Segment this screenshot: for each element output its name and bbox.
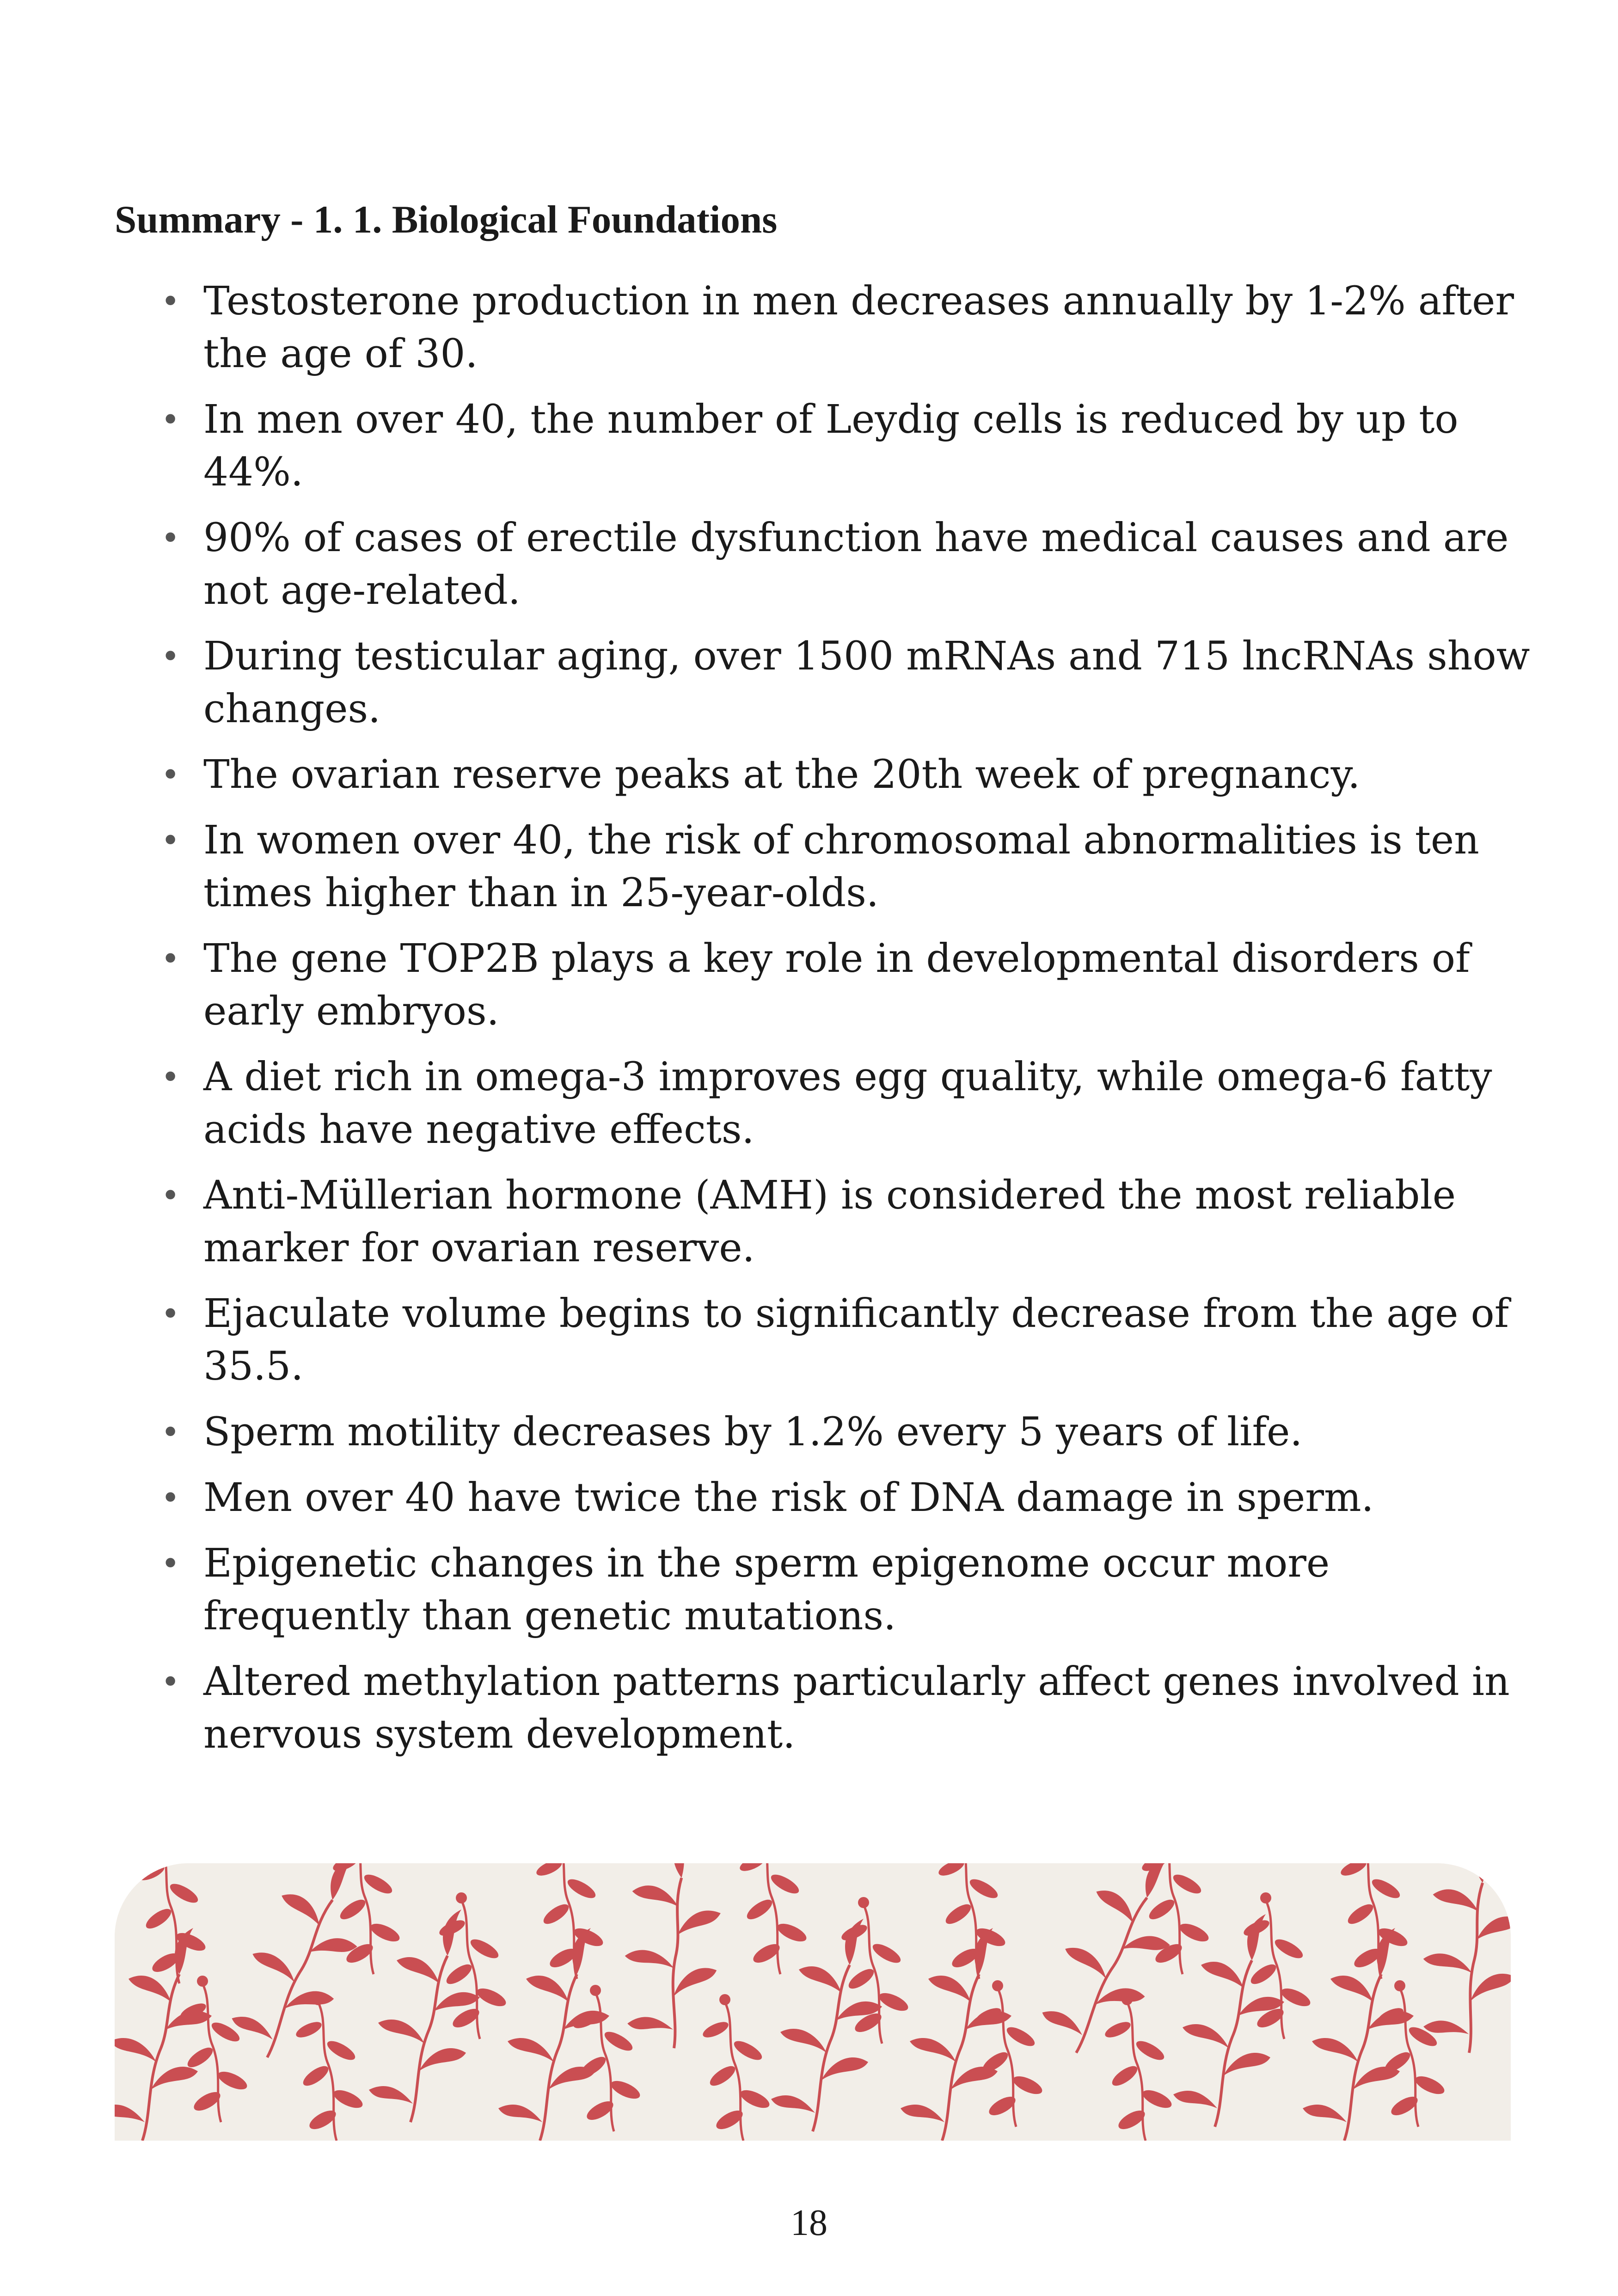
bullet-icon: •: [161, 401, 180, 439]
bullet-icon: •: [161, 282, 180, 320]
list-item-text: 90% of cases of erectile dysfunction have medical causes and are not age-related.: [203, 515, 1509, 614]
list-item-text: Testosterone production in men decreases annually by 1-2% after the age of 30.: [203, 278, 1514, 377]
list-item: [161, 630, 1535, 736]
bullet-icon: •: [161, 1413, 180, 1451]
list-item-text: Ejaculate volume begins to significantly decrease from the age of 35.5.: [203, 1291, 1509, 1389]
list-item: [161, 275, 1535, 381]
floral-pattern-banner: [115, 1863, 1511, 2141]
summary-list: [161, 275, 1535, 1774]
list-item-text: A diet rich in omega-3 improves egg quality, while omega-6 fatty acids have negative effects.: [203, 1054, 1492, 1153]
bullet-icon: •: [161, 1479, 180, 1517]
bullet-icon: •: [161, 1663, 180, 1701]
list-item-text: Epigenetic changes in the sperm epigenome occur more frequently than genetic mutations.: [203, 1541, 1330, 1639]
list-item-text: The ovarian reserve peaks at the 20th week of pregnancy.: [203, 752, 1361, 798]
bullet-icon: •: [161, 1058, 180, 1096]
list-item-text: Men over 40 have twice the risk of DNA damage in sperm.: [203, 1475, 1374, 1521]
list-item: [161, 1472, 1535, 1524]
list-item: [161, 1656, 1535, 1761]
red-floral-vines-icon: [115, 1863, 1511, 2141]
bullet-icon: •: [161, 822, 180, 859]
bullet-icon: •: [161, 519, 180, 557]
bullet-icon: •: [161, 638, 180, 675]
page-number: 18: [791, 2203, 827, 2243]
list-item: [161, 1406, 1535, 1459]
list-item: [161, 814, 1535, 920]
bullet-icon: •: [161, 756, 180, 794]
bullet-icon: •: [161, 1295, 180, 1333]
section-heading: Summary - 1. 1. Biological Foundations: [115, 198, 778, 241]
list-item-text: Anti-Müllerian hormone (AMH) is considered the most reliable marker for ovarian reserve.: [203, 1173, 1456, 1271]
list-item: [161, 512, 1535, 617]
list-item: [161, 393, 1535, 499]
list-item-text: In men over 40, the number of Leydig cells is reduced by up to 44%.: [203, 397, 1459, 495]
bullet-icon: •: [161, 940, 180, 978]
list-item: [161, 1537, 1535, 1643]
list-item: [161, 933, 1535, 1038]
list-item-text: The gene TOP2B plays a key role in developmental disorders of early embryos.: [203, 936, 1470, 1034]
list-item: [161, 1051, 1535, 1156]
list-item-text: Sperm motility decreases by 1.2% every 5 years of life.: [203, 1409, 1303, 1455]
list-item-text: Altered methylation patterns particularly affect genes involved in nervous system development.: [203, 1659, 1510, 1757]
list-item: [161, 749, 1535, 801]
list-item-text: In women over 40, the risk of chromosomal abnormalities is ten times higher than in 25-year-olds.: [203, 817, 1479, 916]
list-item: [161, 1169, 1535, 1275]
bullet-icon: •: [161, 1545, 180, 1583]
bullet-icon: •: [161, 1177, 180, 1215]
list-item: [161, 1288, 1535, 1393]
list-item-text: During testicular aging, over 1500 mRNAs and 715 lncRNAs show changes.: [203, 633, 1530, 732]
